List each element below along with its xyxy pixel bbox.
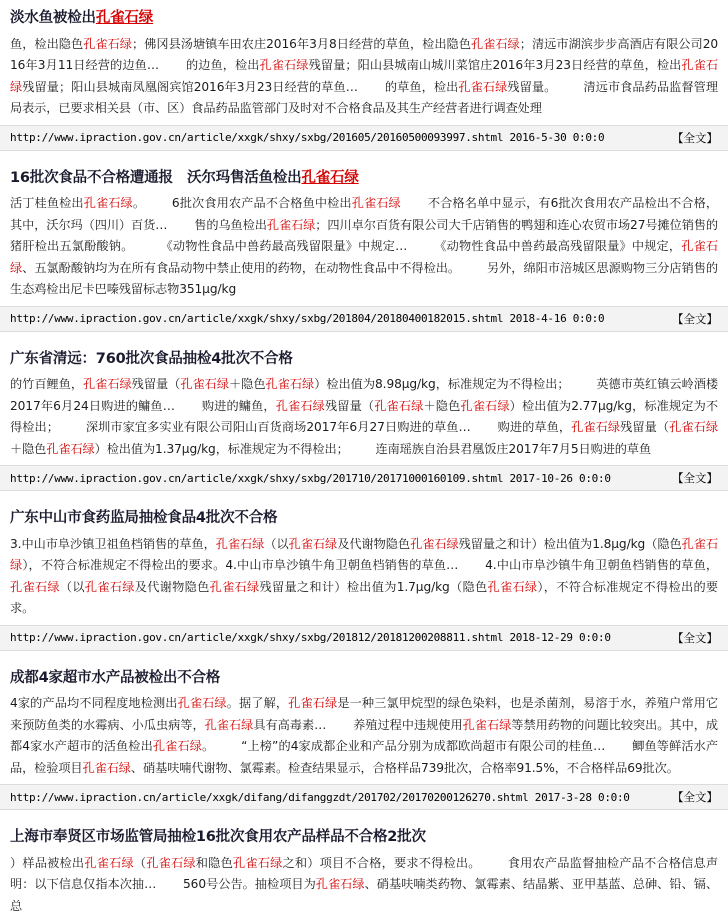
snippet-highlight: 孔雀石绿 (351, 196, 401, 211)
snippet-text: 售的乌鱼检出 (194, 217, 267, 232)
result-url-bar (0, 465, 728, 491)
snippet-highlight: 孔雀石绿 (180, 377, 230, 392)
result-spacer (0, 151, 728, 160)
result-title-text: 广东中山市食药监局抽检食品4批次不合格 (10, 510, 278, 527)
snippet-highlight: 孔雀石绿 (82, 760, 131, 775)
snippet-highlight: 孔雀石绿 (83, 196, 133, 211)
result-spacer (0, 332, 728, 341)
result-url-bar (0, 125, 728, 151)
snippet-text: 英德市英红镇云岭酒楼2017年6月24日购进的鳙鱼… (10, 377, 718, 413)
snippet-text: 6批次食用农产品不合格鱼中检出 (171, 196, 352, 211)
snippet-text: 。 (132, 196, 146, 211)
snippet-text: 残留量（ (620, 420, 670, 435)
snippet-text: （ (133, 855, 147, 870)
snippet-text: 清远市食品药品监督管理局表示，已要求相关县（市、区）食品药品监管部门及时对不合格食品及其生产经营者进行调查处理 (10, 79, 718, 116)
snippet-highlight: 孔雀石绿 (83, 36, 132, 51)
snippet-text: 残留量之和计）检出值为1.7μg/kg（隐色 (259, 579, 488, 594)
snippet-text: 是一种三氯甲烷型的绿色染料，也是杀菌剂，易溶于水，养殖户常用它来预防鱼类的水霉病、小瓜虫病等， (10, 696, 719, 732)
result-title-text: 广东省清远：760批次食品抽检4批次不合格 (10, 350, 293, 367)
result-title[interactable] (0, 341, 728, 375)
result-spacer (0, 491, 728, 500)
result-title-text: 成都4家超市水产品被检出不合格 (10, 669, 221, 686)
snippet-text: 。据了解， (226, 696, 289, 711)
snippet-text: 另外，绵阳市涪城区思源购物三分店销售的生态鸡检出尼卡巴嗪残留标志物351μg/kg (10, 260, 718, 297)
result-url-bar (0, 625, 728, 651)
snippet-highlight: 孔雀石绿 (275, 398, 325, 413)
snippet-text: 活丁桂鱼检出 (10, 196, 84, 211)
snippet-text: 不合格名单中显示，有6批次食用农产品检出不合格，其中，沃尔玛（四川）百货… (10, 196, 718, 232)
snippet-text: 购进的鳙鱼， (201, 398, 276, 413)
snippet-text: ；清远市湖滨步步高酒店有限公司2016年3月11日经营的边鱼… (10, 36, 719, 73)
snippet-text: 等禁用药物的问题比较突出。其中，成都4家水产超市的活鱼检出 (10, 717, 719, 754)
snippet-text: 具有高毒素… (253, 717, 327, 732)
snippet-highlight: 孔雀石绿 (204, 717, 254, 732)
snippet-text: 及代谢物隐色 (134, 579, 210, 594)
snippet-highlight: 孔雀石绿 (460, 398, 510, 413)
snippet-highlight: 孔雀石绿 (266, 217, 316, 232)
search-result-item (0, 660, 728, 820)
snippet-highlight: 孔雀石绿 (232, 855, 283, 870)
snippet-highlight: 孔雀石绿 (177, 696, 227, 711)
search-result-item (0, 0, 728, 160)
full-text-link[interactable]: 【全文】 (672, 130, 718, 145)
snippet-highlight: 孔雀石绿 (152, 739, 202, 754)
result-snippet (0, 34, 728, 125)
snippet-text: 残留量之和计）检出值为1.8μg/kg（隐色 (458, 536, 682, 551)
result-url-bar (0, 306, 728, 332)
full-text-link[interactable]: 【全文】 (672, 630, 718, 645)
result-title[interactable] (0, 500, 728, 534)
snippet-highlight: 孔雀石绿 (374, 398, 424, 413)
snippet-text: 之和）项目不合格，要求不得检出。 (282, 855, 481, 870)
snippet-text: 残留量。 (507, 79, 557, 94)
snippet-text: ）检出值为2.77μg/kg，标准规定为不得检出； (10, 398, 719, 435)
snippet-highlight: 孔雀石绿 (259, 58, 309, 73)
snippet-highlight: 孔雀石绿 (10, 536, 719, 573)
result-title[interactable] (0, 160, 728, 194)
result-url[interactable]: http://www.ipraction.gov.cn/article/xxgk/shxy/sxbg/201804/20180400182015.shtml 2018-4-16 0:0:0 (10, 312, 605, 326)
snippet-highlight: 孔雀石绿 (265, 377, 315, 392)
result-title-text: 淡水鱼被检出 (10, 10, 96, 26)
snippet-highlight: 孔雀石绿 (410, 536, 459, 551)
snippet-text: 、硝基呋喃类药物、氯霉素、结晶紫、亚甲基蓝、总砷、铅、镉、总 (10, 877, 718, 913)
snippet-text: 3.中山市阜沙镇卫祖鱼档销售的草鱼， (10, 536, 216, 551)
result-snippet (0, 193, 728, 306)
snippet-highlight: 孔雀石绿 (462, 717, 512, 732)
snippet-highlight: 孔雀石绿 (288, 696, 338, 711)
snippet-highlight: 孔雀石绿 (215, 536, 265, 551)
snippet-text: 残留量；阳山县城南山城川菜馆庄2016年3月23日经营的草鱼，检出 (308, 58, 682, 73)
snippet-highlight: 孔雀石绿 (458, 79, 508, 94)
snippet-highlight: 孔雀石绿 (288, 536, 338, 551)
result-spacer (0, 651, 728, 660)
snippet-highlight: 孔雀石绿 (10, 239, 719, 275)
snippet-highlight: 孔雀石绿 (10, 579, 60, 594)
result-title-text: 16批次食品不合格遭通报 沃尔玛售活鱼检出 (10, 169, 302, 186)
snippet-text: ）检出值为1.37μg/kg，标准规定为不得检出； (94, 441, 349, 456)
full-text-link[interactable]: 【全文】 (672, 471, 718, 486)
snippet-text: 。 (201, 739, 215, 754)
snippet-text: 《动物性食品中兽药最高残留限量》中规定… (160, 239, 408, 254)
snippet-text: 食用农产品监督抽检产品不合格信息声明：以下信息仅指本次抽… (10, 855, 718, 892)
snippet-text: ＋隐色 (229, 377, 266, 392)
snippet-highlight: 孔雀石绿 (315, 877, 365, 892)
result-title-text: 上海市奉贤区市场监管局抽检16批次食用农产品样品不合格2批次 (10, 829, 426, 846)
result-url-bar (0, 784, 728, 810)
snippet-text: 购进的草鱼， (497, 420, 572, 435)
snippet-highlight: 孔雀石绿 (470, 36, 520, 51)
snippet-text: ；佛冈县汤塘镇车田农庄2016年3月8日经营的草鱼，检出隐色 (131, 36, 471, 51)
search-result-item (0, 500, 728, 660)
snippet-text: 残留量（ (131, 377, 181, 392)
snippet-text: 的边鱼，检出 (185, 58, 260, 73)
snippet-text: 残留量（ (324, 398, 375, 413)
snippet-text: ）样品被检出 (10, 855, 85, 870)
snippet-text: 4家的产品均不同程度地检测出 (10, 696, 178, 711)
snippet-highlight: 孔雀石绿 (487, 579, 538, 594)
snippet-text: ）检出值为8.98μg/kg，标准规定为不得检出； (314, 377, 570, 392)
snippet-highlight: 孔雀石绿 (571, 420, 621, 435)
result-snippet (0, 374, 728, 465)
snippet-text: ；四川卓尔百货有限公司大千店销售的鸭翅和连心农贸市场27号摊位销售的猪肝检出五氯酚酸钠。 (10, 217, 719, 254)
result-title[interactable] (0, 0, 728, 34)
result-title-highlight: 孔雀石绿 (95, 10, 154, 26)
snippet-text: 560号公告。抽检项目为 (183, 877, 316, 892)
snippet-text: 鲫鱼等鲜活水产品，检验项目 (10, 739, 718, 775)
snippet-highlight: 孔雀石绿 (146, 855, 196, 870)
snippet-text: 及代谢物隐色 (337, 536, 411, 551)
snippet-text: 残留量；阳山县城南凤凰阁宾馆2016年3月23日经营的草鱼… (22, 79, 358, 94)
result-snippet (0, 693, 728, 784)
snippet-text: 深圳市家宜多实业有限公司阳山百货商场2017年6月27日购进的草鱼… (85, 420, 471, 435)
result-snippet (0, 853, 728, 922)
snippet-text: （以 (264, 536, 289, 551)
snippet-text: 连南瑶族自治县君凰饭庄2017年7月5日购进的草鱼 (375, 441, 652, 456)
snippet-text: 《动物性食品中兽药最高残留限量》中规定， (434, 239, 682, 254)
snippet-text: 和隐色 (195, 855, 233, 870)
search-result-item (0, 341, 728, 501)
snippet-text: “上榜”的4家成都企业和产品分别为成都欧尚超市有限公司的桂鱼… (241, 739, 606, 754)
result-snippet (0, 534, 728, 625)
full-text-link[interactable]: 【全文】 (672, 790, 718, 805)
search-result-item (0, 160, 728, 341)
result-spacer (0, 810, 728, 819)
snippet-text: ），不符合标准规定不得检出的要求。4.中山市阜沙镇牛角卫朝鱼档销售的草鱼… (22, 558, 459, 573)
snippet-text: （以 (59, 579, 85, 594)
snippet-highlight: 孔雀石绿 (84, 579, 135, 594)
snippet-text: 的竹百鲤鱼， (10, 377, 83, 392)
snippet-text: 4.中山市阜沙镇牛角卫朝鱼档销售的草鱼， (485, 558, 719, 573)
snippet-text: ），不符合标准规定不得检出的要求。 (10, 579, 719, 616)
full-text-link[interactable]: 【全文】 (672, 311, 718, 326)
snippet-text: ＋隐色 (10, 441, 47, 456)
result-title[interactable] (0, 819, 728, 853)
result-url[interactable]: http://www.ipraction.gov.cn/article/xxgk/shxy/sxbg/201710/20171000160109.shtml 2017-10-26 0:0:0 (10, 471, 611, 485)
snippet-text: 、五氯酚酸钠均为在所有食品动物中禁止使用的药物，在动物性食品中不得检出。 (22, 260, 461, 275)
snippet-text: 鱼，检出隐色 (10, 36, 84, 51)
snippet-text: 、硝基呋喃代谢物、氯霉素。检查结果显示，合格样品739批次，合格率91.5%，不合格样品69批次。 (130, 760, 679, 775)
snippet-highlight: 孔雀石绿 (84, 855, 134, 870)
search-result-item (0, 819, 728, 922)
result-title-highlight: 孔雀石绿 (301, 169, 359, 186)
result-url[interactable]: http://www.ipraction.gov.cn/article/xxgk/shxy/sxbg/201812/20181200208811.shtml 2018-12-29 0:0:0 (10, 631, 611, 645)
snippet-text: 养殖过程中违规使用 (353, 717, 463, 732)
snippet-highlight: 孔雀石绿 (669, 420, 718, 435)
snippet-highlight: 孔雀石绿 (83, 377, 132, 392)
result-url[interactable]: http://www.ipraction.cn/article/xxgk/difang/difanggzdt/201702/20170200126270.shtml 2017-3-28 0:0:0 (10, 790, 630, 804)
result-url[interactable]: http://www.ipraction.gov.cn/article/xxgk/shxy/sxbg/201605/20160500093997.shtml 2016-5-30 0:0:0 (10, 131, 605, 145)
result-title[interactable] (0, 660, 728, 694)
snippet-highlight: 孔雀石绿 (46, 441, 95, 456)
snippet-highlight: 孔雀石绿 (10, 58, 719, 94)
snippet-text: ＋隐色 (423, 398, 461, 413)
snippet-highlight: 孔雀石绿 (209, 579, 260, 594)
snippet-text: 的草鱼，检出 (384, 79, 459, 94)
